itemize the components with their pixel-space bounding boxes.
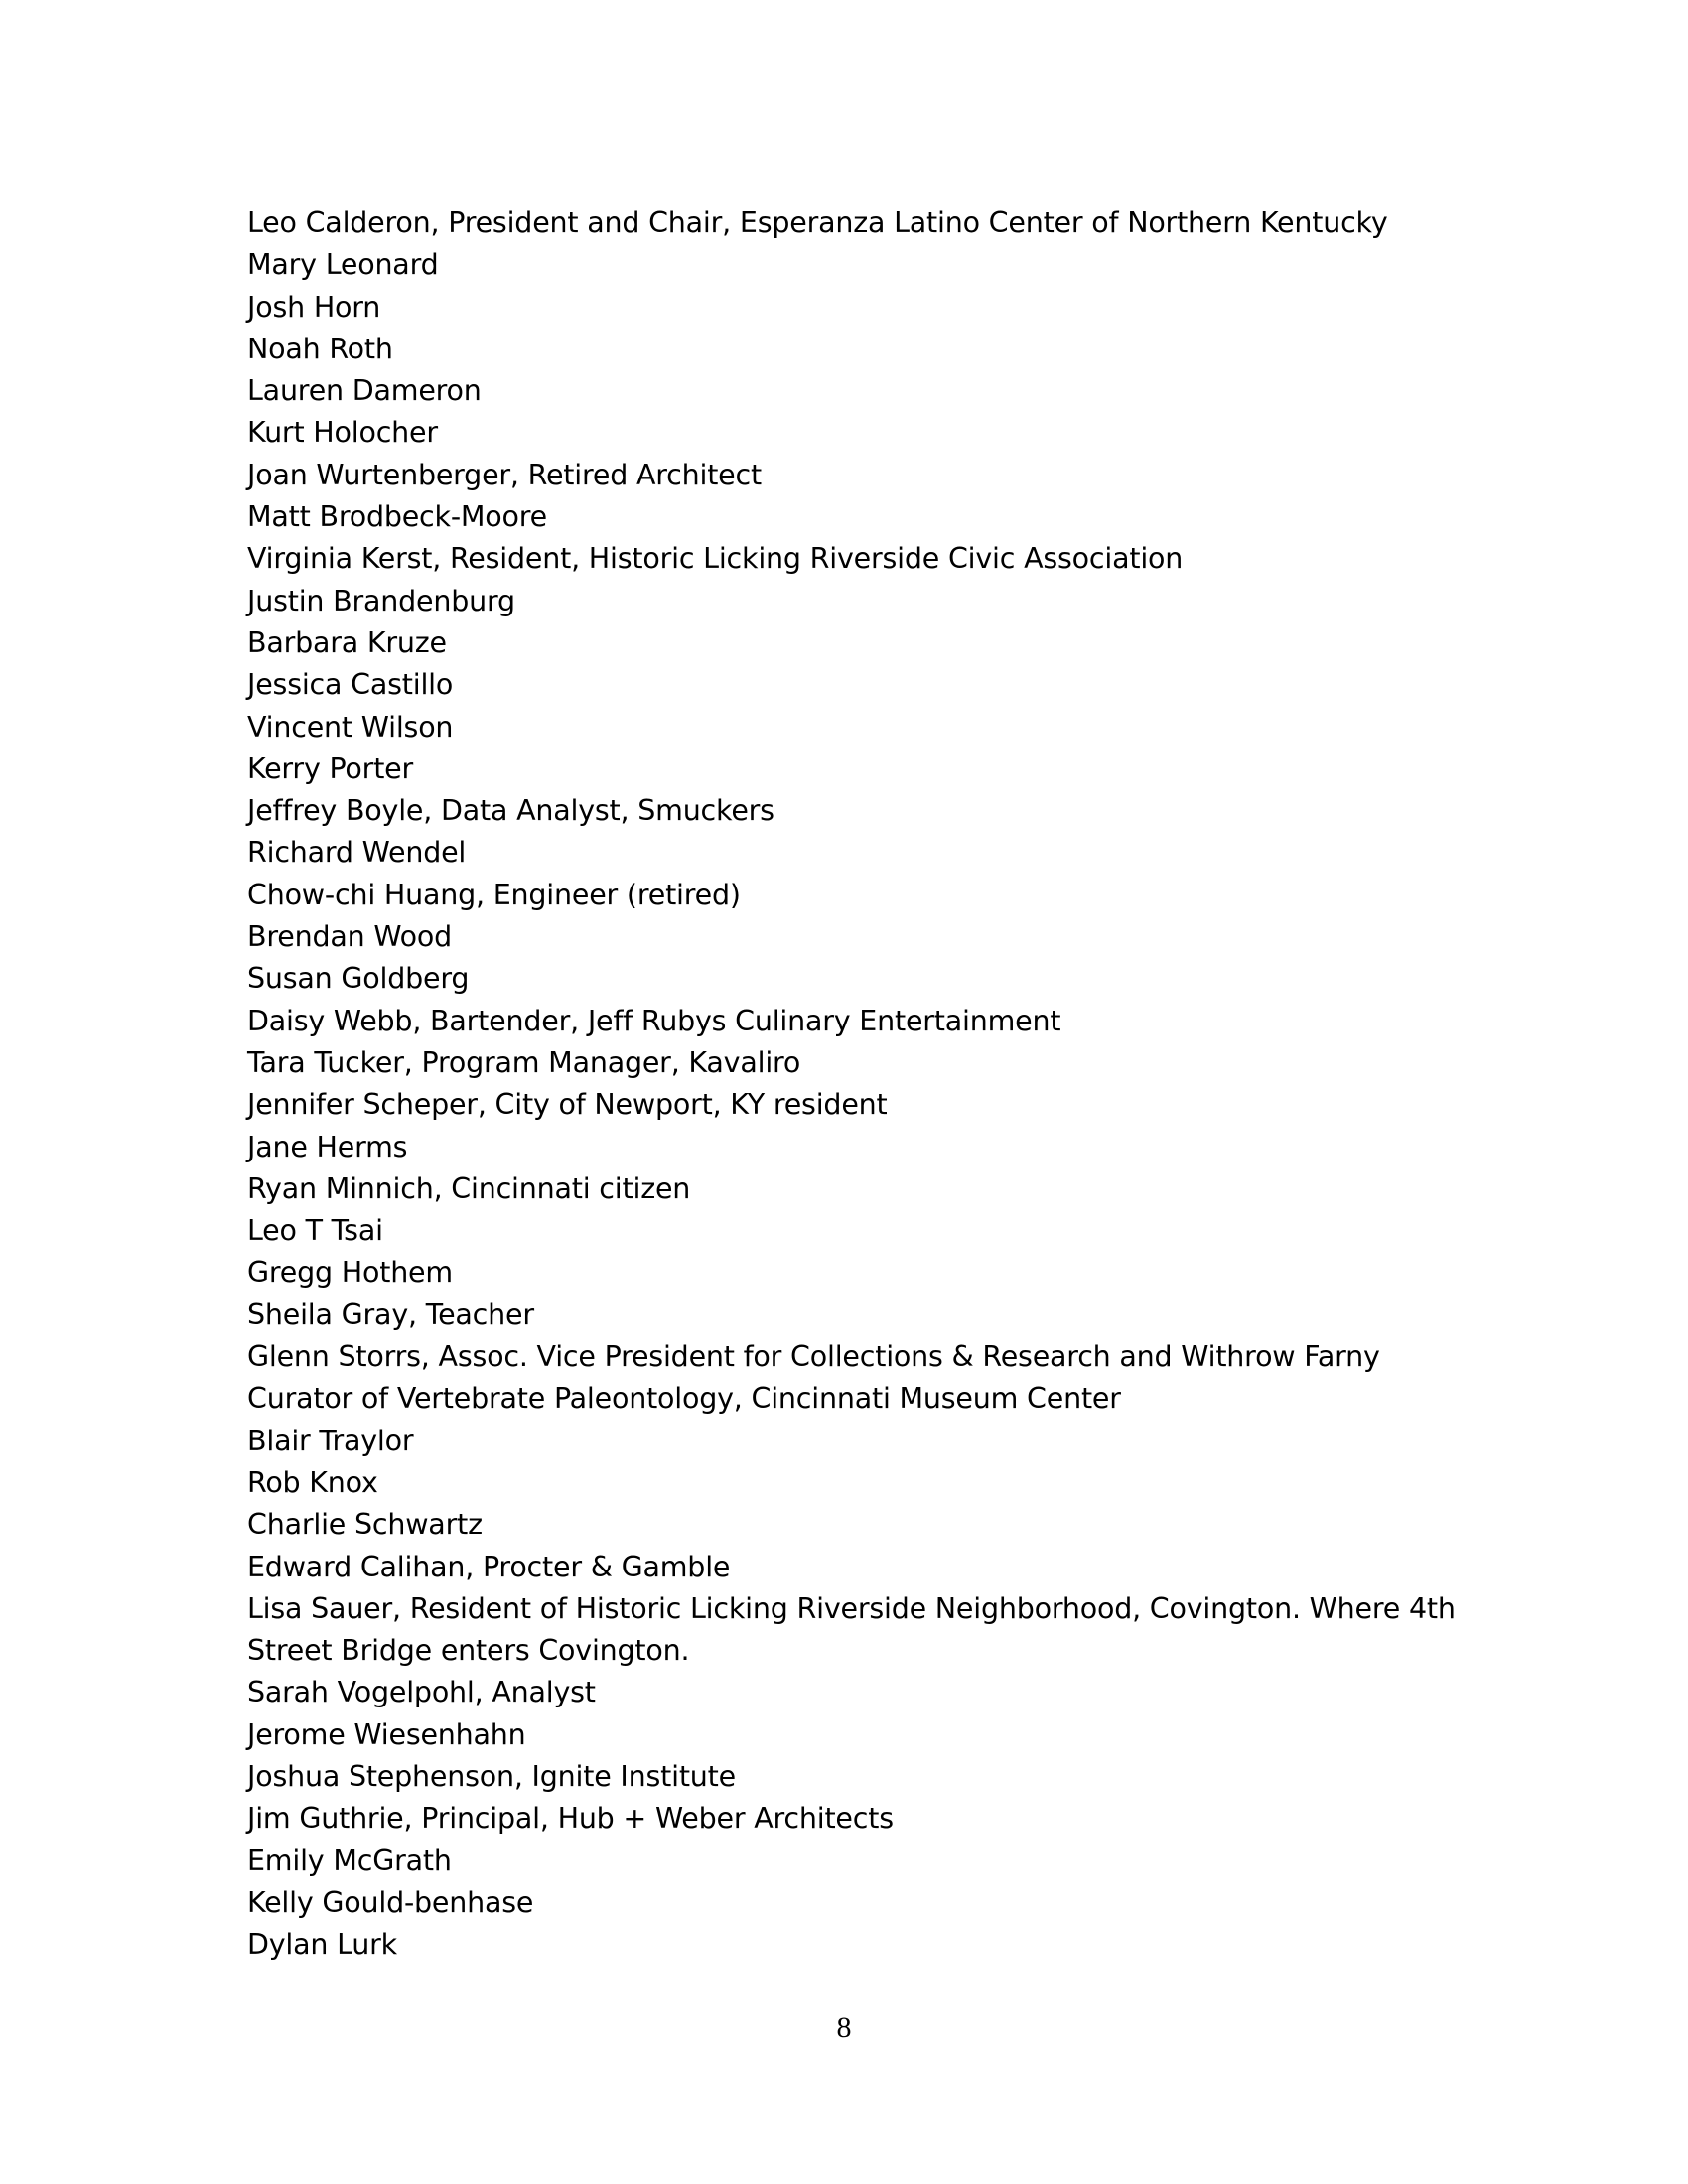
list-item: Chow-chi Huang, Engineer (retired)	[247, 878, 741, 911]
list-item: Matt Brodbeck-Moore	[247, 500, 548, 534]
list-item: Charlie Schwartz	[247, 1508, 483, 1542]
list-item: Tara Tucker, Program Manager, Kavaliro	[247, 1045, 801, 1079]
list-item: Leo T Tsai	[247, 1214, 383, 1248]
list-item: Mary Leonard	[247, 248, 439, 282]
list-item: Rob Knox	[247, 1465, 378, 1499]
list-item: Jim Guthrie, Principal, Hub + Weber Architects	[247, 1802, 894, 1836]
list-item: Gregg Hothem	[247, 1256, 453, 1290]
list-item: Jeffrey Boyle, Data Analyst, Smuckers	[247, 794, 774, 828]
list-item: Blair Traylor	[247, 1424, 414, 1457]
list-item: Jerome Wiesenhahn	[247, 1717, 526, 1751]
list-item: Leo Calderon, President and Chair, Esperanza Latino Center of Northern Kentucky	[247, 206, 1388, 239]
list-item: Emily McGrath	[247, 1843, 452, 1877]
list-item: Vincent Wilson	[247, 710, 454, 744]
list-item: Susan Goldberg	[247, 962, 470, 996]
list-item: Kerry Porter	[247, 751, 414, 785]
list-item: Sheila Gray, Teacher	[247, 1297, 534, 1331]
list-item: Joshua Stephenson, Ignite Institute	[247, 1759, 736, 1793]
list-item: Richard Wendel	[247, 836, 467, 870]
list-item: Sarah Vogelpohl, Analyst	[247, 1676, 596, 1709]
list-item: Curator of Vertebrate Paleontology, Cincinnati Museum Center	[247, 1382, 1121, 1416]
page-number: 8	[836, 2011, 852, 2044]
list-item: Edward Calihan, Procter & Gamble	[247, 1550, 731, 1583]
list-item: Noah Roth	[247, 332, 393, 365]
list-item: Jennifer Scheper, City of Newport, KY resident	[247, 1088, 888, 1122]
list-item: Glenn Storrs, Assoc. Vice President for Collections & Research and Withrow Farny	[247, 1340, 1380, 1374]
list-item: Barbara Kruze	[247, 625, 447, 659]
signatory-list	[247, 203, 1498, 1966]
list-item: Daisy Webb, Bartender, Jeff Rubys Culinary Entertainment	[247, 1004, 1061, 1037]
list-item: Justin Brandenburg	[247, 584, 515, 617]
list-item: Jessica Castillo	[247, 668, 454, 702]
list-item: Dylan Lurk	[247, 1928, 397, 1962]
list-item: Brendan Wood	[247, 920, 452, 954]
list-item: Virginia Kerst, Resident, Historic Licking Riverside Civic Association	[247, 542, 1184, 576]
list-item: Josh Horn	[247, 290, 381, 324]
list-item: Kelly Gould-benhase	[247, 1885, 534, 1919]
list-item: Kurt Holocher	[247, 416, 438, 450]
list-item: Street Bridge enters Covington.	[247, 1634, 690, 1668]
list-item: Jane Herms	[247, 1130, 408, 1163]
list-item: Ryan Minnich, Cincinnati citizen	[247, 1171, 691, 1205]
list-item: Joan Wurtenberger, Retired Architect	[247, 458, 762, 491]
list-item: Lisa Sauer, Resident of Historic Licking Riverside Neighborhood, Covington. Where 4th	[247, 1591, 1456, 1625]
list-item: Lauren Dameron	[247, 374, 482, 408]
